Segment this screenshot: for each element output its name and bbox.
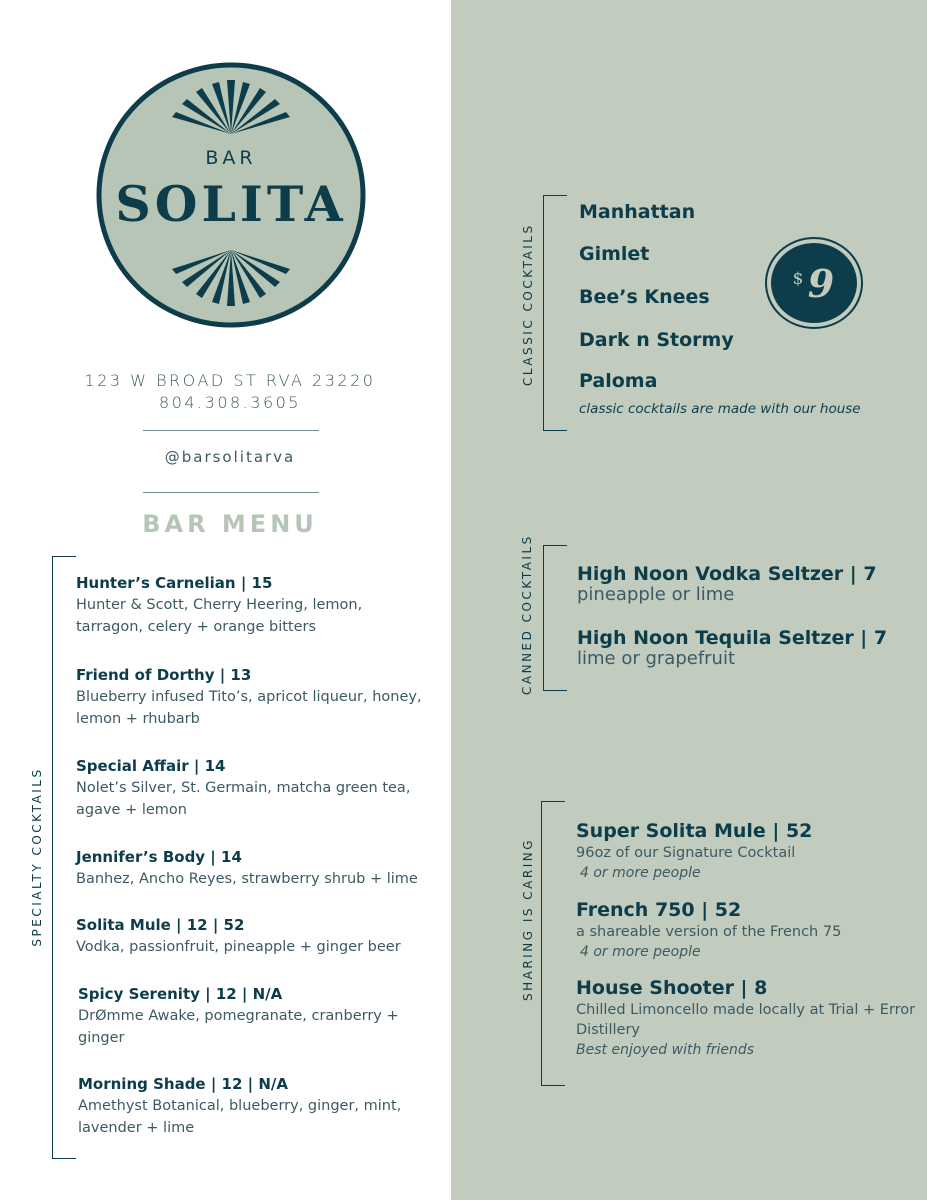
item-name: Hunter’s Carnelian | 15: [76, 574, 273, 592]
specialty-item: [76, 572, 436, 638]
menu-title: BAR MENU: [142, 510, 318, 538]
bar-solita-logo: [96, 62, 366, 328]
specialty-item: [76, 846, 436, 890]
section-label-specialty: SPECIALTY COCKTAILS: [30, 767, 44, 947]
section-label-classic: CLASSIC COCKTAILS: [521, 223, 535, 386]
item-description: Hunter & Scott, Cherry Heering, lemon, tarragon, celery + orange bitters: [76, 597, 363, 635]
item-description: a shareable version of the French 75: [576, 924, 842, 940]
item-description: lime or grapefruit: [577, 648, 736, 669]
item-name: High Noon Vodka Seltzer | 7: [577, 563, 877, 585]
price-symbol: $: [792, 269, 804, 289]
item-description: Amethyst Botanical, blueberry, ginger, mint, lavender + lime: [78, 1098, 402, 1136]
divider: [143, 492, 319, 493]
item-name: Morning Shade | 12 | N/A: [78, 1075, 288, 1093]
specialty-item: [78, 983, 438, 1049]
specialty-item: [76, 755, 436, 821]
sharing-item: [576, 976, 916, 1060]
canned-item: [577, 627, 917, 669]
item-description: pineapple or lime: [577, 584, 735, 605]
section-label-sharing: SHARING IS CARING: [521, 837, 535, 1001]
item-description: Nolet’s Silver, St. Germain, matcha green tea, agave + lemon: [76, 780, 411, 818]
classic-item-manhattan: Manhattan: [579, 201, 696, 223]
sharing-item: [576, 898, 916, 962]
item-name: Spicy Serenity | 12 | N/A: [78, 985, 283, 1003]
price-value: 9: [807, 261, 835, 306]
specialty-item: [78, 1073, 438, 1139]
specialty-item: [76, 664, 436, 730]
item-description: DrØmme Awake, pomegranate, cranberry + ginger: [78, 1008, 399, 1046]
item-description: Chilled Limoncello made locally at Trial + Error Distillery: [576, 1002, 916, 1038]
section-bracket: [541, 801, 565, 1086]
item-description: Vodka, passionfruit, pineapple + ginger beer: [76, 939, 401, 955]
sharing-item: [576, 819, 916, 883]
item-name: Friend of Dorthy | 13: [76, 666, 252, 684]
item-description: Banhez, Ancho Reyes, strawberry shrub + lime: [76, 871, 418, 887]
item-name: High Noon Tequila Seltzer | 7: [577, 627, 888, 649]
social-handle: @barsolitarva: [164, 448, 296, 466]
item-note: Best enjoyed with friends: [576, 1042, 755, 1058]
classic-item-gimlet: Gimlet: [579, 243, 650, 265]
item-name: Special Affair | 14: [76, 757, 226, 775]
divider: [143, 430, 319, 431]
section-label-canned: CANNED COCKTAILS: [520, 534, 534, 695]
item-name: House Shooter | 8: [576, 977, 768, 999]
section-bracket: [543, 195, 567, 431]
item-note: 4 or more people: [580, 944, 701, 960]
price-badge: [764, 236, 864, 330]
item-name: Super Solita Mule | 52: [576, 820, 813, 842]
classic-item-dark-n-stormy: Dark n Stormy: [579, 329, 734, 351]
logo-main-text: SOLITA: [115, 175, 347, 233]
item-description: Blueberry infused Tito’s, apricot liqueur, honey, lemon + rhubarb: [76, 689, 422, 727]
item-name: Solita Mule | 12 | 52: [76, 916, 245, 934]
classic-item-bees-knees: Bee’s Knees: [579, 286, 710, 308]
item-name: Jennifer’s Body | 14: [76, 848, 242, 866]
section-bracket: [543, 545, 567, 691]
classic-item-paloma: Paloma: [579, 370, 658, 392]
item-description: 96oz of our Signature Cocktail: [576, 845, 796, 861]
logo-top-text: BAR: [205, 147, 257, 169]
canned-item: [577, 563, 917, 605]
classic-note: classic cocktails are made with our house: [579, 401, 861, 417]
phone-number: 804.308.3605: [159, 393, 301, 412]
section-bracket: [52, 556, 76, 1159]
specialty-item: [76, 914, 436, 958]
address: 123 W BROAD ST RVA 23220: [84, 371, 376, 390]
item-name: French 750 | 52: [576, 899, 742, 921]
item-note: 4 or more people: [580, 865, 701, 881]
